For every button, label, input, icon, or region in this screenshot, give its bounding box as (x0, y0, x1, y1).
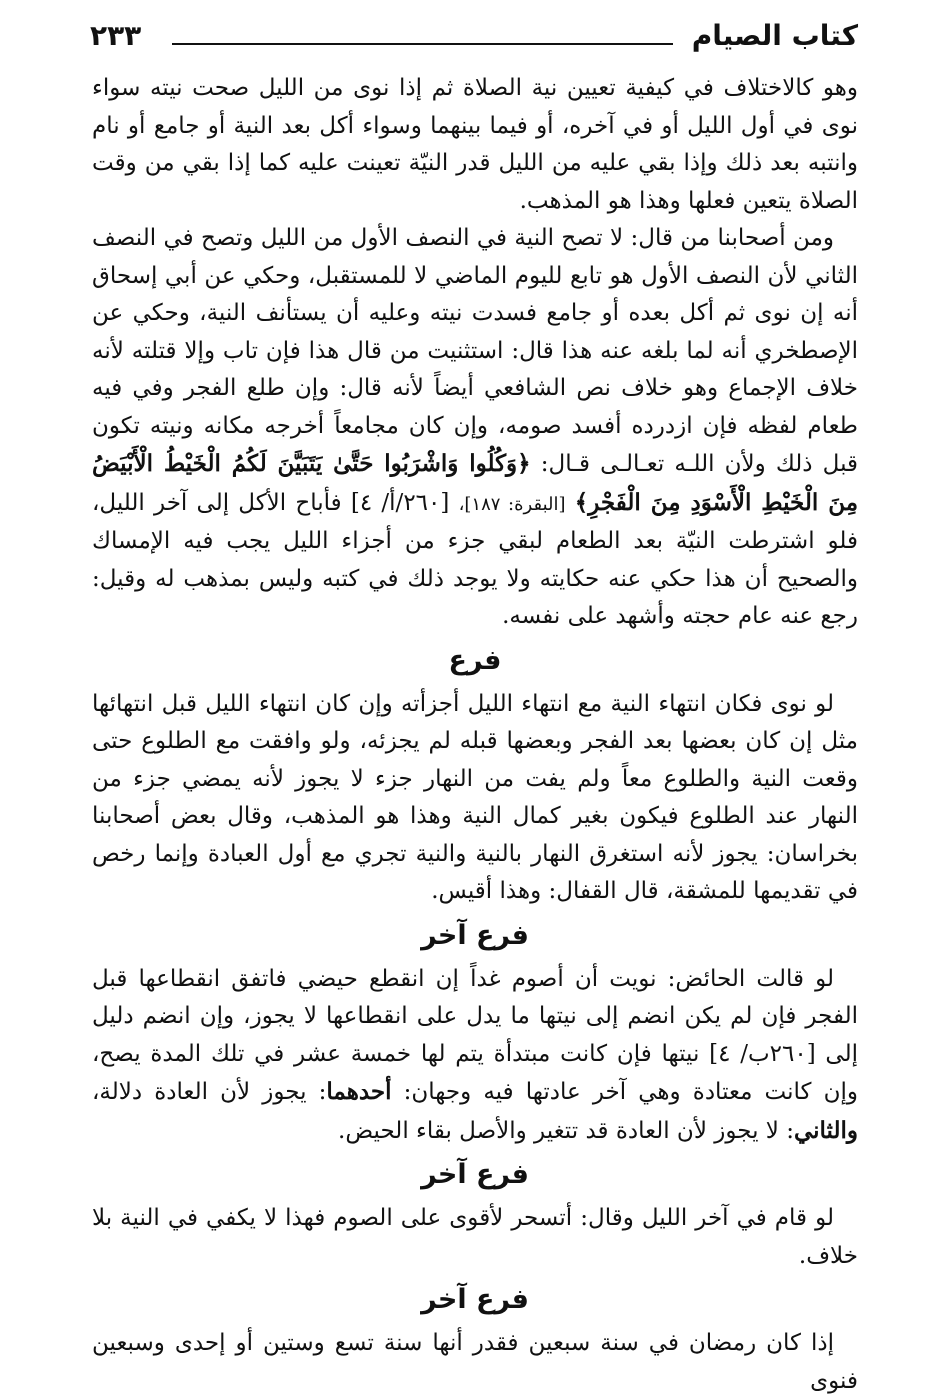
term-second: والثاني (793, 1116, 858, 1144)
section-heading-1: فرع (448, 644, 502, 676)
paragraph-5 (92, 1200, 858, 1275)
verse-reference: [البقرة: ١٨٧]، (458, 493, 566, 515)
page-header (90, 16, 858, 60)
header-rule (172, 43, 673, 45)
section-heading-3: فرع آخر (421, 1159, 529, 1190)
paragraph-5-text: لو قام في آخر الليل وقال: أتسحر لأقوى على الصوم فهذا لا يكفي في النية بلا خلاف. (92, 1205, 858, 1269)
paragraph-1-text: وهو كالاختلاف في كيفية تعيين نية الصلاة ثم إذا نوى من الليل صحت نيته سواء نوى في أول الليل أو في آخره، أو فيما بينهما وسواء أكل بعد النية أو جامع أو نام وانتبه بعد ذلك وإذا بقي عليه من الليل قدر النيّة تعينت عليه كما إذا بقي من وقت الصلاة يتعين فعلها وهذا هو المذهب. (92, 75, 858, 214)
paragraph-2-text-start: ومن أصحابنا من قال: لا تصح النية في النصف الأول من الليل وتصح في النصف الثاني لأن النصف الأول هو تابع لليوم الماضي لا للمستقبل، وحكي عن أبي إسحاق أنه إن نوى ثم أكل بعده أو جامع فسدت نيته وعليه أن يستأنف النية، وحكي عن الإصطخري أنه لما بلغه عنه هذا قال: استثنيت من قال هذا فإن تاب وإلا قتلته لأنه خلاف الإجماع وهو خلاف نص الشافعي أيضاً لأنه قال: وإن طلع الفجر وفي فيه طعام لفظه فإن ازدرده أفسد صومه، وإن كان مجامعاً أخرجه مكانه ونيته تكون قبل ذلك ولأن اللـه تعـالـى قـال: (92, 225, 859, 477)
running-title: كتاب الصيام (691, 19, 858, 52)
paragraph-4-text-end: : لا يجوز لأن العادة قد تتغير والأصل بقاء الحيض. (338, 1117, 794, 1144)
paragraph-3-text: لو نوى فكان انتهاء النية مع انتهاء الليل أجزأته وإن كان انتهاء الليل قبل انتهائها مثل إن كان بعضها بعد الفجر وبعضها قبله لم يجزئه، ولو وافقت مع الطلوع حتى وقعت النية والطلوع معاً ولم يفت من النهار جزء لا يجوز لأنه يمضي جزء من النهار عند الطلوع فيكون بغير كمال النية وهذا هو المذهب، وقال بعض أصحابنا بخراسان: يجوز لأنه استغرق النهار بالنية والنية تجري مع أول العبادة وإنما رخص في تقديمها للمشقة، قال القفال: وهذا أقيس. (92, 690, 858, 904)
paragraph-6-text: إذا كان رمضان في سنة سبعين فقدر أنها سنة تسع وستين أو إحدى وسبعين فنوى (92, 1330, 858, 1394)
page-number: ٢٣٣ (90, 19, 142, 52)
paragraph-6 (92, 1325, 858, 1400)
paragraph-2 (92, 220, 858, 636)
quran-verse: ﴿وَكُلُوا وَاشْرَبُوا حَتَّىٰ يَتَبَيَّنَ لَكُمُ الْخَيْطُ الْأَبْيَضُ مِنَ الْخَيْطِ الْأَسْوَدِ مِنَ الْفَجْرِ﴾ (92, 450, 859, 516)
paragraph-2-text-end: [٢٦٠/أ/ ٤] فأباح الأكل إلى آخر الليل، فلو اشترطت النيّة بعد الطعام لبقي جزء من أجزاء الليل يجب فيه الإمساك والصحيح أن هذا حكي عنه حكايته ولا يوجد ذلك في كتبه وليس بمذهب له وقيل: رجع عنه عام حجته وأشهد على نفسه. (92, 489, 858, 629)
paragraph-3 (92, 686, 858, 911)
paragraph-4 (92, 961, 858, 1151)
section-heading-2: فرع آخر (421, 919, 529, 951)
paragraph-1 (92, 70, 858, 220)
body-text (92, 70, 858, 1400)
term-first: أحدهما (326, 1078, 392, 1105)
section-heading-4: فرع آخر (421, 1284, 529, 1315)
paragraph-4-text-start: لو قالت الحائض: نويت أن أصوم غداً إن انقطع حيضي فاتفق انقطاعها قبل الفجر فإن لم يكن انضم إلى نيتها ما يدل على انقطاعها لا يجوز، وإن انضم دليل إلى [٢٦٠ب/ ٤] نيتها فإن كانت مبتدأة يتم لها خمسة عشر في تلك المدة يصح، وإن كانت معتادة وهي آخر عادتها فيه وجهان: (92, 965, 858, 1105)
paragraph-4-text-mid: : يجوز لأن العادة دلالة، (92, 1079, 327, 1105)
